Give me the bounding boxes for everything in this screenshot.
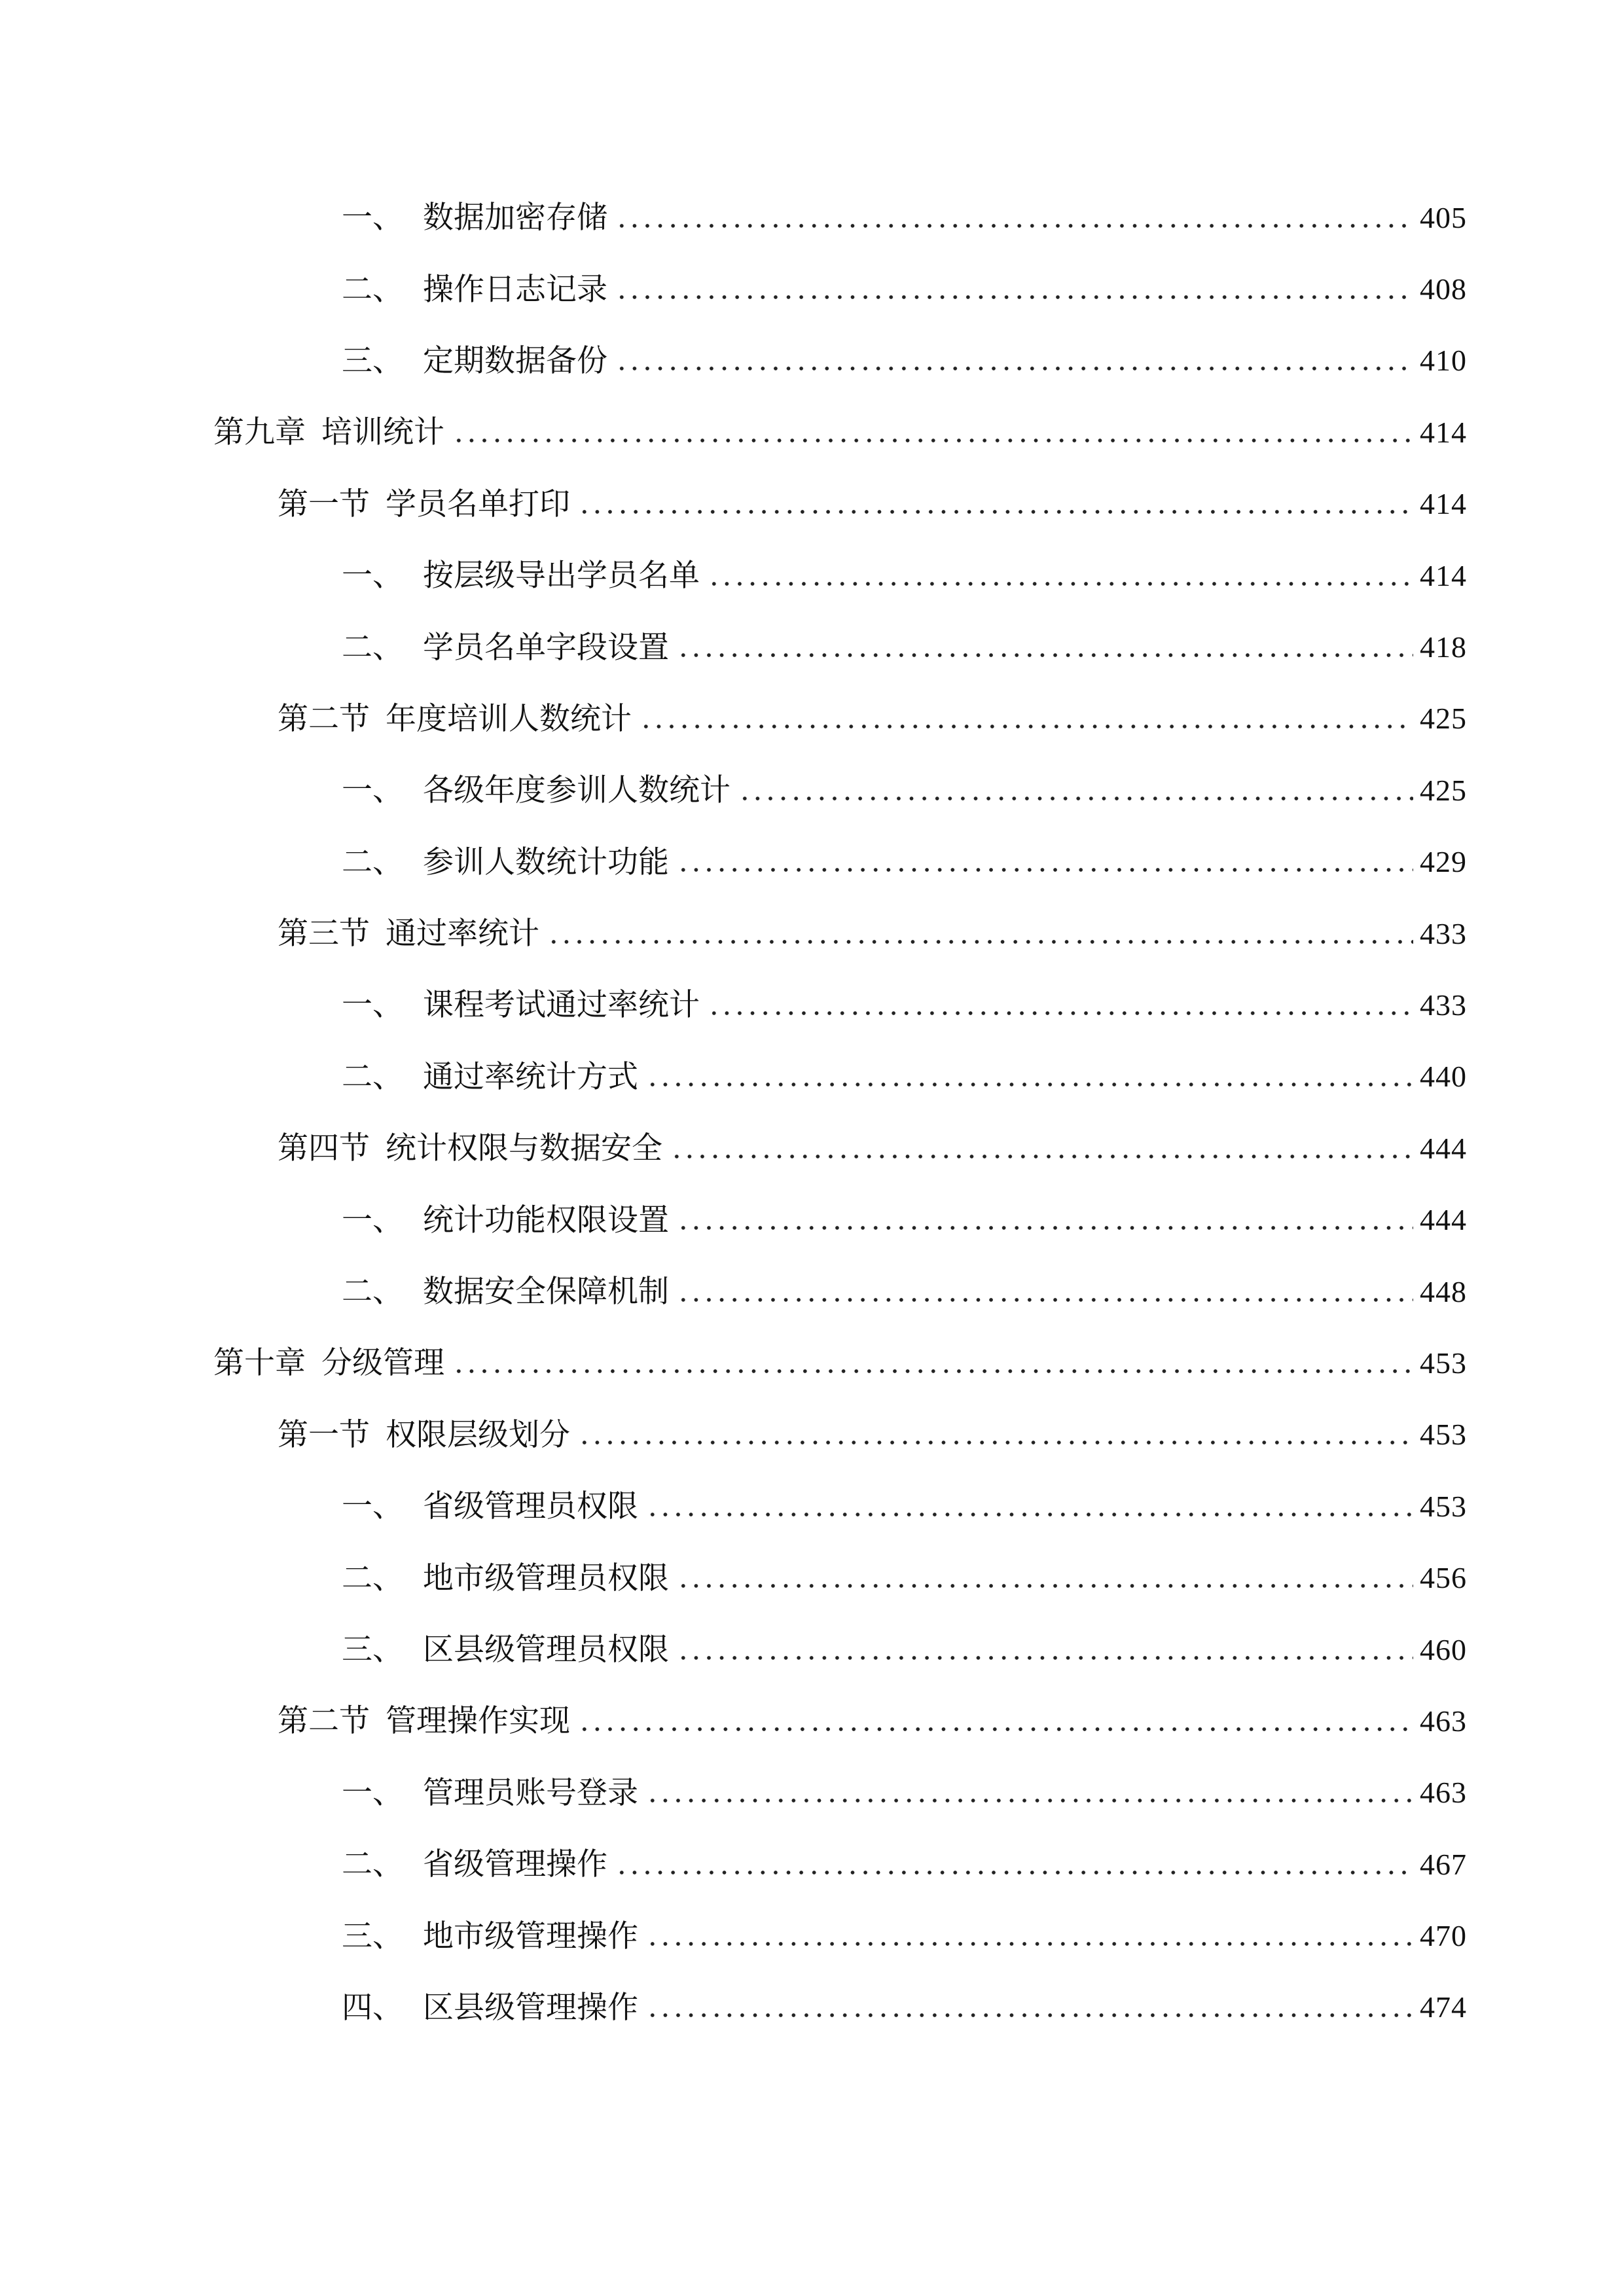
toc-entry-number: 第九章: [213, 414, 306, 451]
toc-entry-title: 培训统计: [321, 414, 444, 451]
toc-entry-title: 省级管理操作: [423, 1846, 607, 1883]
dot-leader: [547, 939, 1413, 944]
dot-leader: [708, 1011, 1413, 1016]
toc-entry-page-number: 474: [1420, 1990, 1467, 2024]
toc-entry-page-number: 433: [1420, 988, 1467, 1022]
toc-entry-number: 一、: [342, 1202, 403, 1238]
toc-entry-number: 二、: [342, 1560, 403, 1596]
toc-entry[interactable]: [0, 1900, 1624, 1971]
toc-entry[interactable]: [0, 1327, 1624, 1399]
toc-entry-title: 课程考试通过率统计: [423, 987, 700, 1024]
toc-entry-number: 第二节: [278, 1703, 370, 1740]
toc-entry[interactable]: [0, 1256, 1624, 1327]
toc-entry-title: 学员名单字段设置: [423, 629, 669, 666]
toc-entry-page-number: 444: [1420, 1131, 1467, 1165]
toc-entry-number: 四、: [342, 1989, 403, 2026]
toc-entry-page-number: 470: [1420, 1919, 1467, 1953]
toc-entry-page-number: 414: [1420, 558, 1467, 592]
dot-leader: [677, 1583, 1413, 1588]
toc-entry-page-number: 453: [1420, 1346, 1467, 1380]
toc-entry[interactable]: [0, 1757, 1624, 1829]
toc-entry-title: 参训人数统计功能: [423, 844, 669, 880]
toc-entry[interactable]: [0, 182, 1624, 253]
toc-entry-page-number: 440: [1420, 1060, 1467, 1094]
toc-entry[interactable]: [0, 1829, 1624, 1900]
dot-leader: [578, 509, 1413, 514]
dot-leader: [615, 366, 1413, 371]
toc-entry-title: 数据安全保障机制: [423, 1274, 669, 1310]
toc-entry[interactable]: [0, 325, 1624, 397]
toc-entry[interactable]: [0, 755, 1624, 826]
toc-entry-title: 地市级管理操作: [423, 1918, 638, 1954]
toc-entry-number: 第一节: [278, 1416, 370, 1453]
toc-entry-title: 区县级管理操作: [423, 1989, 638, 2026]
toc-entry-page-number: 410: [1420, 344, 1467, 378]
toc-entry-page-number: 463: [1420, 1776, 1467, 1810]
toc-entry[interactable]: [0, 1542, 1624, 1613]
toc-entry-title: 各级年度参训人数统计: [423, 772, 731, 809]
toc-entry-number: 第三节: [278, 916, 370, 952]
toc-entry-page-number: 425: [1420, 773, 1467, 807]
toc-entry-title: 定期数据备份: [423, 342, 607, 379]
toc-entry-title: 省级管理员权限: [423, 1488, 638, 1525]
toc-entry-page-number: 418: [1420, 630, 1467, 664]
toc-entry-number: 二、: [342, 1058, 403, 1095]
toc-entry-title: 权限层级划分: [386, 1416, 570, 1453]
toc-entry-page-number: 433: [1420, 916, 1467, 950]
toc-entry[interactable]: [0, 827, 1624, 898]
toc-entry-page-number: 405: [1420, 200, 1467, 234]
dot-leader: [677, 1297, 1413, 1302]
toc-entry-number: 三、: [342, 1632, 403, 1668]
toc-entry-title: 统计功能权限设置: [423, 1202, 669, 1238]
toc-entry-number: 一、: [342, 772, 403, 809]
toc-entry[interactable]: [0, 1972, 1624, 2043]
toc-entry-number: 二、: [342, 1846, 403, 1883]
toc-entry[interactable]: [0, 540, 1624, 611]
toc-entry[interactable]: [0, 898, 1624, 969]
toc-entry-title: 管理员账号登录: [423, 1774, 638, 1811]
toc-entry-title: 区县级管理员权限: [423, 1632, 669, 1668]
toc-entry-title: 统计权限与数据安全: [386, 1130, 662, 1167]
toc-entry-number: 第一节: [278, 486, 370, 522]
toc-entry[interactable]: [0, 611, 1624, 683]
table-of-contents: [0, 182, 1624, 2043]
dot-leader: [738, 796, 1413, 801]
toc-entry-page-number: 448: [1420, 1274, 1467, 1308]
toc-entry-number: 一、: [342, 200, 403, 236]
toc-entry-title: 按层级导出学员名单: [423, 558, 700, 594]
dot-leader: [578, 1727, 1413, 1732]
toc-entry[interactable]: [0, 469, 1624, 540]
dot-leader: [646, 1512, 1413, 1517]
toc-entry-number: 一、: [342, 558, 403, 594]
toc-entry[interactable]: [0, 1399, 1624, 1471]
toc-entry-title: 学员名单打印: [386, 486, 570, 522]
dot-leader: [646, 1941, 1413, 1946]
toc-entry-page-number: 429: [1420, 845, 1467, 879]
toc-entry-number: 一、: [342, 987, 403, 1024]
dot-leader: [646, 1082, 1413, 1087]
toc-entry[interactable]: [0, 1685, 1624, 1757]
toc-entry-number: 第四节: [278, 1130, 370, 1167]
toc-entry[interactable]: [0, 969, 1624, 1041]
toc-entry-page-number: 444: [1420, 1203, 1467, 1237]
toc-entry-number: 二、: [342, 1274, 403, 1310]
toc-entry-number: 二、: [342, 629, 403, 666]
toc-entry-title: 通过率统计: [386, 916, 539, 952]
toc-entry-page-number: 467: [1420, 1847, 1467, 1881]
dot-leader: [615, 1870, 1413, 1875]
dot-leader: [677, 1225, 1413, 1230]
toc-entry-page-number: 408: [1420, 272, 1467, 306]
toc-entry[interactable]: [0, 1471, 1624, 1542]
toc-entry[interactable]: [0, 1614, 1624, 1685]
toc-entry-title: 操作日志记录: [423, 271, 607, 308]
toc-entry-page-number: 414: [1420, 415, 1467, 449]
toc-entry-number: 第十章: [213, 1345, 306, 1382]
toc-entry-number: 三、: [342, 342, 403, 379]
toc-entry-title: 年度培训人数统计: [386, 700, 632, 737]
toc-entry-number: 三、: [342, 1918, 403, 1954]
dot-leader: [452, 438, 1413, 443]
toc-entry-number: 二、: [342, 844, 403, 880]
toc-entry-title: 数据加密存储: [423, 200, 607, 236]
dot-leader: [677, 1655, 1413, 1660]
toc-entry-number: 一、: [342, 1488, 403, 1525]
toc-entry[interactable]: [0, 1113, 1624, 1184]
dot-leader: [670, 1154, 1413, 1159]
dot-leader: [708, 581, 1413, 586]
dot-leader: [640, 724, 1413, 729]
toc-entry-number: 二、: [342, 271, 403, 308]
toc-entry-title: 分级管理: [321, 1345, 444, 1382]
toc-entry[interactable]: [0, 253, 1624, 325]
toc-entry-page-number: 456: [1420, 1561, 1467, 1595]
toc-entry-page-number: 425: [1420, 702, 1467, 736]
toc-entry[interactable]: [0, 397, 1624, 468]
toc-entry-title: 管理操作实现: [386, 1703, 570, 1740]
dot-leader: [677, 653, 1413, 658]
toc-entry[interactable]: [0, 683, 1624, 755]
toc-entry-number: 第二节: [278, 700, 370, 737]
dot-leader: [578, 1440, 1413, 1445]
dot-leader: [646, 1798, 1413, 1803]
toc-entry-page-number: 463: [1420, 1704, 1467, 1738]
toc-entry-number: 一、: [342, 1774, 403, 1811]
dot-leader: [677, 867, 1413, 872]
dot-leader: [615, 295, 1413, 300]
dot-leader: [452, 1369, 1413, 1374]
toc-entry[interactable]: [0, 1184, 1624, 1255]
dot-leader: [615, 223, 1413, 228]
toc-entry-page-number: 460: [1420, 1632, 1467, 1666]
toc-entry[interactable]: [0, 1041, 1624, 1113]
toc-entry-title: 地市级管理员权限: [423, 1560, 669, 1596]
toc-entry-page-number: 453: [1420, 1418, 1467, 1452]
toc-entry-page-number: 414: [1420, 487, 1467, 521]
toc-entry-title: 通过率统计方式: [423, 1058, 638, 1095]
dot-leader: [646, 2013, 1413, 2018]
toc-entry-page-number: 453: [1420, 1489, 1467, 1523]
